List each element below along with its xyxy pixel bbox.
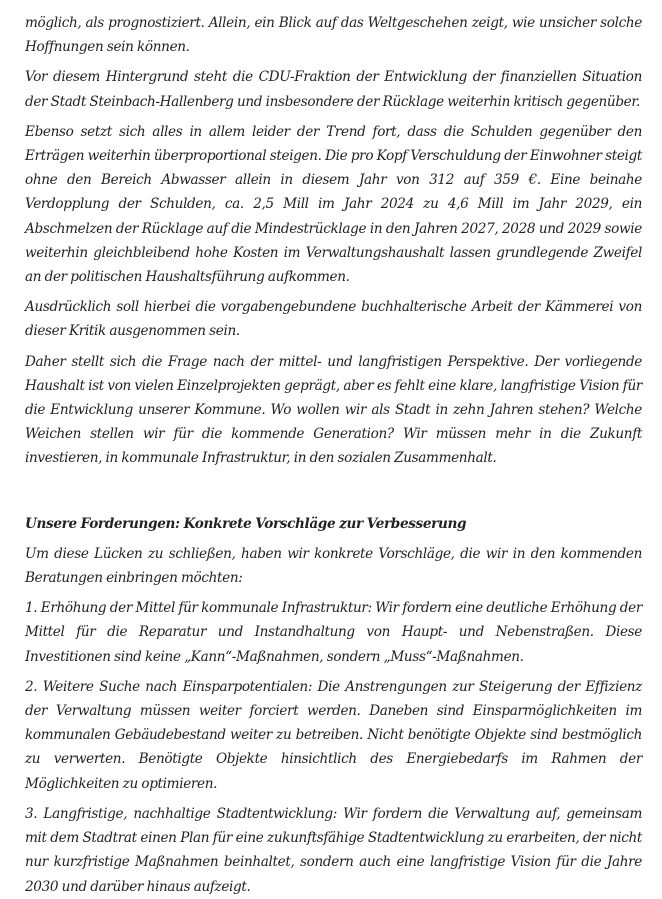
paragraph-debt-trend: Ebenso setzt sich alles in allem leider der Trend fort, dass die Schulden gegenüber den Erträgen weiterhin überproportional steigen. Die pro Kopf Verschuldung der Einwohner steigt ohne den Bereich Abwasser allein in diesem Jahr von 312 auf 359 €. Eine beinahe Verdopplung der Schulden, ca. 2,5 Mill im Jahr 2024 zu 4,6 Mill im Jahr 2029, ein Abschmelzen der Rücklage auf die Mindestrücklage in den Jahren 2027, 2028 und 2029 sowie weiterhin gleichbleibend hohe Kosten im Verwaltungshaushalt lassen grundlegende Zweifel an der politischen Haushaltsführung aufkommen. bbox=[25, 123, 642, 286]
paragraph-long-term-perspective: Daher stellt sich die Frage nach der mittel- und langfristigen Perspektive. Der vorliegende Haushalt ist von vielen Einzelprojekten geprägt, aber es fehlt eine klare, langfristige Vision für die Entwicklung unserer Kommune. Wo wollen wir als Stadt in zehn Jahren stehen? Welche Weichen stellen wir für die kommende Generation? Wir müssen mehr in die Zukunft investieren, in kommunale Infrastruktur, in den sozialen Zusammenhalt. bbox=[25, 353, 642, 467]
paragraph-demands-intro: Um diese Lücken zu schließen, haben wir konkrete Vorschläge, die wir in den kommenden Beratungen einbringen möchten: bbox=[25, 545, 642, 587]
demand-item-urban-development: 3. Langfristige, nachhaltige Stadtentwicklung: Wir fordern die Verwaltung auf, gemeinsam mit dem Stadtrat einen Plan für eine zukunftsfähige Stadtentwicklung zu erarbeiten, der nicht nur kurzfristige Maßnahmen beinhaltet, sondern auch eine langfristige Vision für die Jahre 2030 und darüber hinaus aufzeigt. bbox=[25, 805, 642, 895]
demand-item-infrastructure: 1. Erhöhung der Mittel für kommunale Infrastruktur: Wir fordern eine deutliche Erhöhung der Mittel für die Reparatur und Instandhaltung von Haupt- und Nebenstraßen. Diese Investitionen sind keine „Kann“-Maßnahmen, sondern „Muss“-Maßnahmen. bbox=[25, 600, 642, 665]
paragraph-treasury-exemption: Ausdrücklich soll hierbei die vorgabengebundene buchhalterische Arbeit der Kämmerei von dieser Kritik ausgenommen sein. bbox=[25, 299, 642, 340]
section-heading-demands: Unsere Forderungen: Konkrete Vorschläge zur Verbesserung bbox=[25, 515, 467, 532]
demand-item-savings: 2. Weitere Suche nach Einsparpotentialen: Die Anstrengungen zur Steigerung der Effizienz der Verwaltung müssen weiter forciert werden. Daneben sind Einsparmöglichkeiten im kommunalen Gebäudebestand weiter zu betreiben. Nicht benötigte Objekte sind bestmöglich zu verwerten. Benötigte Objekte hinsichtlich des Energiebedarfs im Rahmen der Möglichkeiten zu optimieren. bbox=[25, 678, 642, 792]
paragraph-forecast-uncertainty: möglich, als prognostiziert. Allein, ein Blick auf das Weltgeschehen zeigt, wie unsicher solche Hoffnungen sein können. bbox=[25, 15, 642, 56]
paragraph-cdu-position: Vor diesem Hintergrund steht die CDU-Fraktion der Entwicklung der finanziellen Situation der Stadt Steinbach-Hallenberg und insbesondere der Rücklage weiterhin kritisch gegenüber. bbox=[25, 69, 642, 110]
